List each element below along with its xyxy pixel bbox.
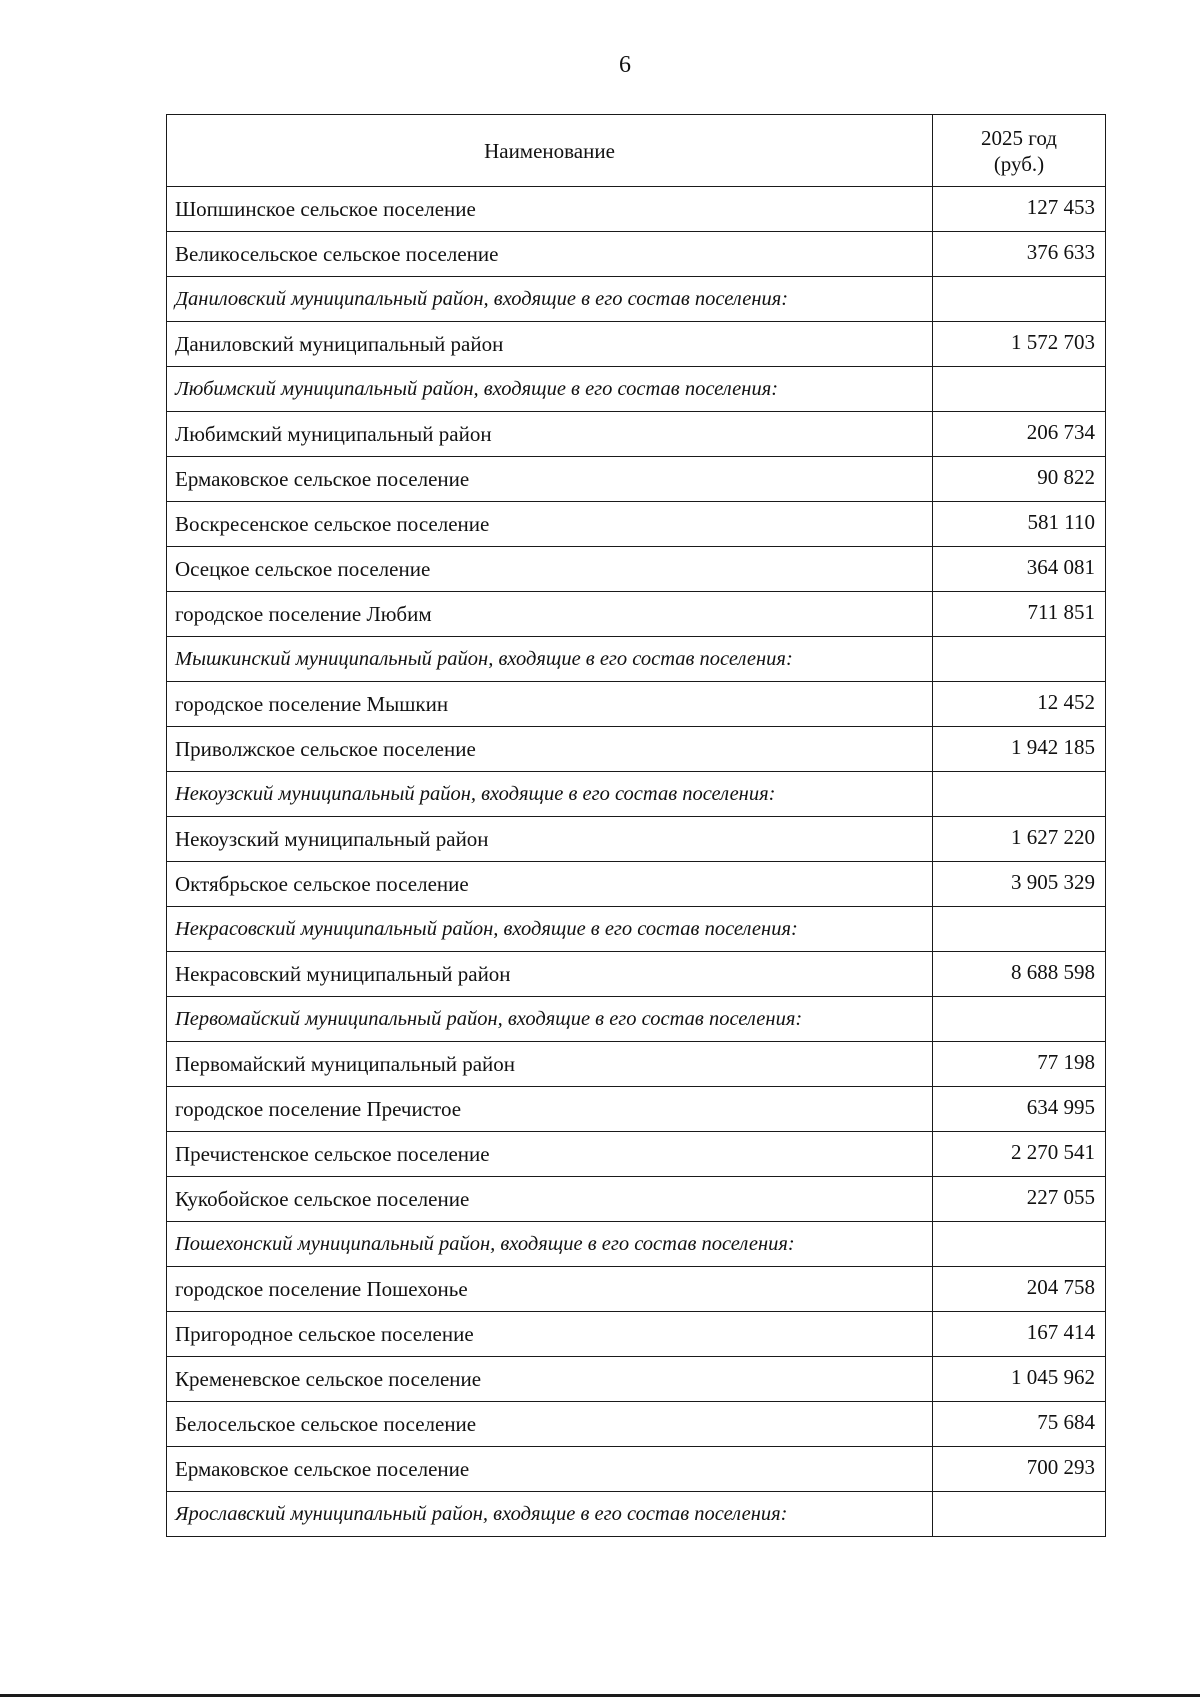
group-heading-row (167, 772, 1106, 817)
header-value-year: 2025 год (981, 125, 1057, 150)
table-row (167, 1312, 1106, 1357)
table-row (167, 1357, 1106, 1402)
table-header-row (167, 115, 1106, 187)
group-heading-row (167, 1492, 1106, 1537)
row-value-cell: 1 942 185 (933, 727, 1106, 772)
row-value-cell: 581 110 (933, 502, 1106, 547)
table-row (167, 1177, 1106, 1222)
header-value-unit: (руб.) (993, 151, 1045, 176)
table-row (167, 952, 1106, 997)
row-name-cell: Пречистенское сельское поселение (167, 1132, 933, 1177)
group-heading-cell: Даниловский муниципальный район, входящие в его состав поселения: (167, 277, 933, 322)
row-value-cell (933, 1492, 1106, 1537)
row-name-cell: городское поселение Мышкин (167, 682, 933, 727)
row-value-cell: 1 572 703 (933, 322, 1106, 367)
row-name-cell: Любимский муниципальный район (167, 412, 933, 457)
row-value-cell (933, 367, 1106, 412)
row-value-cell: 8 688 598 (933, 952, 1106, 997)
group-heading-row (167, 1222, 1106, 1267)
row-value-cell: 75 684 (933, 1402, 1106, 1447)
table-body (167, 187, 1106, 1537)
row-value-cell: 700 293 (933, 1447, 1106, 1492)
row-value-cell (933, 772, 1106, 817)
row-value-cell (933, 997, 1106, 1042)
row-value-cell: 2 270 541 (933, 1132, 1106, 1177)
row-value-cell: 167 414 (933, 1312, 1106, 1357)
row-value-cell: 127 453 (933, 187, 1106, 232)
budget-table (166, 114, 1106, 1537)
table-row (167, 817, 1106, 862)
row-value-cell: 206 734 (933, 412, 1106, 457)
row-value-cell (933, 277, 1106, 322)
row-value-cell: 711 851 (933, 592, 1106, 637)
row-name-cell: Пригородное сельское поселение (167, 1312, 933, 1357)
table-row (167, 1132, 1106, 1177)
row-value-cell (933, 637, 1106, 682)
row-name-cell: Первомайский муниципальный район (167, 1042, 933, 1087)
table-row (167, 547, 1106, 592)
group-heading-row (167, 277, 1106, 322)
table-row (167, 592, 1106, 637)
table-row (167, 502, 1106, 547)
row-name-cell: городское поселение Пречистое (167, 1087, 933, 1132)
table-row (167, 862, 1106, 907)
table-row (167, 1447, 1106, 1492)
row-name-cell: Ермаковское сельское поселение (167, 1447, 933, 1492)
page-number: 6 (619, 52, 631, 78)
table-row (167, 1267, 1106, 1312)
table-row (167, 1042, 1106, 1087)
row-name-cell: Некрасовский муниципальный район (167, 952, 933, 997)
row-name-cell: Даниловский муниципальный район (167, 322, 933, 367)
header-name: Наименование (167, 115, 933, 187)
table-row (167, 1402, 1106, 1447)
row-value-cell: 227 055 (933, 1177, 1106, 1222)
group-heading-cell: Первомайский муниципальный район, входящие в его состав поселения: (167, 997, 933, 1042)
row-value-cell: 634 995 (933, 1087, 1106, 1132)
row-value-cell: 90 822 (933, 457, 1106, 502)
row-value-cell: 3 905 329 (933, 862, 1106, 907)
group-heading-row (167, 907, 1106, 952)
group-heading-row (167, 997, 1106, 1042)
row-name-cell: Воскресенское сельское поселение (167, 502, 933, 547)
row-name-cell: Кукобойское сельское поселение (167, 1177, 933, 1222)
row-value-cell (933, 907, 1106, 952)
table-row (167, 187, 1106, 232)
row-value-cell: 1 045 962 (933, 1357, 1106, 1402)
table-row (167, 457, 1106, 502)
row-value-cell: 1 627 220 (933, 817, 1106, 862)
table-row (167, 232, 1106, 277)
row-name-cell: городское поселение Пошехонье (167, 1267, 933, 1312)
row-name-cell: Шопшинское сельское поселение (167, 187, 933, 232)
row-value-cell (933, 1222, 1106, 1267)
row-value-cell: 376 633 (933, 232, 1106, 277)
row-value-cell: 12 452 (933, 682, 1106, 727)
row-name-cell: Ермаковское сельское поселение (167, 457, 933, 502)
header-value (933, 115, 1106, 187)
table-row (167, 727, 1106, 772)
table-row (167, 322, 1106, 367)
row-name-cell: городское поселение Любим (167, 592, 933, 637)
row-name-cell: Приволжское сельское поселение (167, 727, 933, 772)
group-heading-cell: Пошехонский муниципальный район, входящие в его состав поселения: (167, 1222, 933, 1267)
row-value-cell: 364 081 (933, 547, 1106, 592)
table-row (167, 682, 1106, 727)
row-name-cell: Октябрьское сельское поселение (167, 862, 933, 907)
row-name-cell: Великосельское сельское поселение (167, 232, 933, 277)
group-heading-cell: Некрасовский муниципальный район, входящие в его состав поселения: (167, 907, 933, 952)
group-heading-cell: Мышкинский муниципальный район, входящие в его состав поселения: (167, 637, 933, 682)
group-heading-cell: Любимский муниципальный район, входящие в его состав поселения: (167, 367, 933, 412)
table-row (167, 1087, 1106, 1132)
row-name-cell: Некоузский муниципальный район (167, 817, 933, 862)
group-heading-row (167, 367, 1106, 412)
group-heading-cell: Некоузский муниципальный район, входящие в его состав поселения: (167, 772, 933, 817)
row-name-cell: Кременевское сельское поселение (167, 1357, 933, 1402)
row-name-cell: Белосельское сельское поселение (167, 1402, 933, 1447)
row-value-cell: 77 198 (933, 1042, 1106, 1087)
row-value-cell: 204 758 (933, 1267, 1106, 1312)
group-heading-cell: Ярославский муниципальный район, входящие в его состав поселения: (167, 1492, 933, 1537)
group-heading-row (167, 637, 1106, 682)
row-name-cell: Осецкое сельское поселение (167, 547, 933, 592)
table-row (167, 412, 1106, 457)
